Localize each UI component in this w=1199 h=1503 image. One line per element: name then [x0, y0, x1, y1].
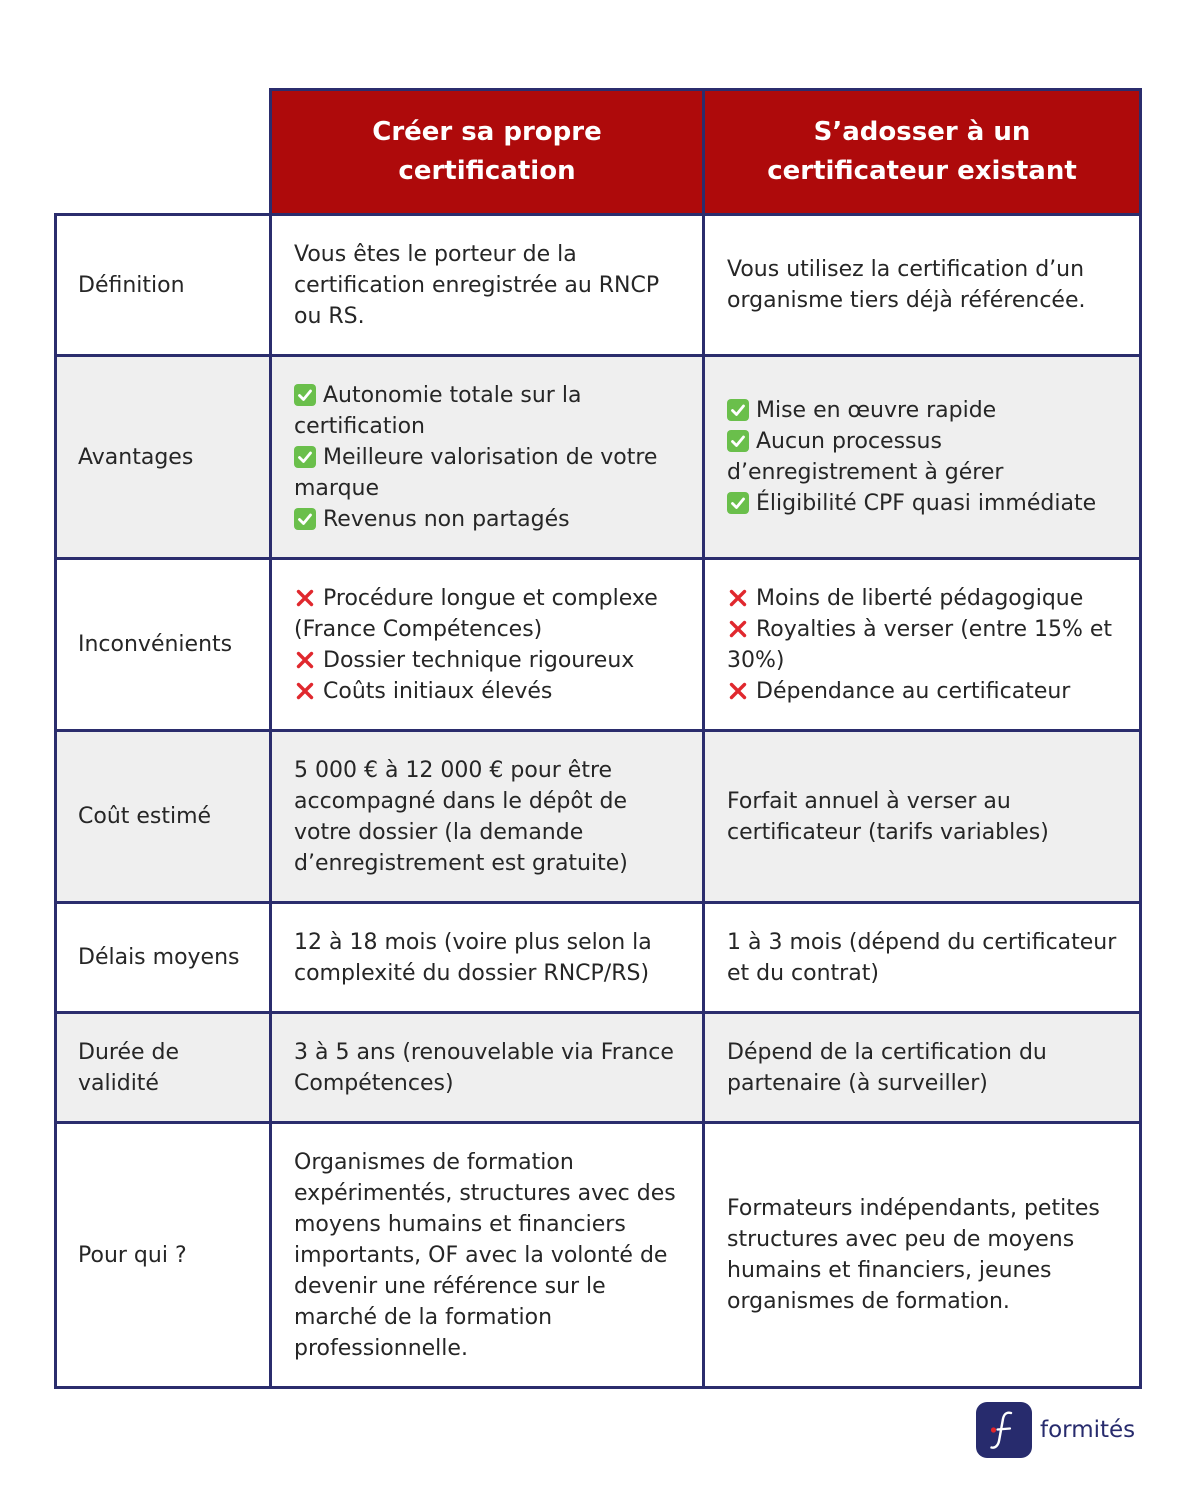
- row-label-for-whom: [54, 1124, 272, 1389]
- drawback-text: Coûts initiaux élevés: [323, 678, 553, 704]
- column-header-label: Créer sa propre certification: [372, 117, 602, 186]
- brand-name: formités: [1040, 1417, 1136, 1443]
- row-label-definition: [54, 216, 272, 357]
- advantage-text: Mise en œuvre rapide: [756, 398, 997, 423]
- advantage-text: Autonomie totale sur la certification: [294, 382, 582, 439]
- cross-icon: [294, 680, 316, 702]
- drawback-item: [294, 645, 698, 676]
- cell-advantages-existing: [705, 357, 1142, 560]
- check-mark-icon: [727, 399, 749, 421]
- comparison-table: [54, 88, 1142, 1389]
- cross-icon: [294, 587, 316, 609]
- row-label-text: Durée de validité: [78, 1039, 180, 1096]
- drawback-text: Dépendance au certificateur: [756, 678, 1071, 704]
- row-label-text: Définition: [78, 272, 185, 298]
- advantage-text: Aucun processus d’enregistrement à gérer: [727, 429, 1004, 485]
- drawback-text: Moins de liberté pédagogique: [756, 585, 1084, 611]
- column-header-own-certification: [272, 88, 705, 216]
- drawback-item: [294, 583, 698, 645]
- cross-icon: [727, 587, 749, 609]
- table-corner: [54, 88, 272, 216]
- advantage-text: Revenus non partagés: [323, 506, 570, 532]
- column-header-existing-certifier: [705, 88, 1142, 216]
- cross-icon: [294, 649, 316, 671]
- cell-for-whom-existing: [705, 1124, 1142, 1389]
- row-label-average-delays: [54, 904, 272, 1014]
- drawback-text: Royalties à verser (entre 15% et 30%): [727, 616, 1113, 673]
- check-mark-icon: [294, 384, 316, 406]
- drawback-text: Procédure longue et complexe (France Compétences): [294, 585, 658, 642]
- cell-delays-own: [272, 904, 705, 1014]
- advantage-text: Meilleure valorisation de votre marque: [294, 444, 658, 501]
- cell-for-whom-own: [272, 1124, 705, 1389]
- row-label-text: Délais moyens: [78, 945, 240, 970]
- cross-icon: [727, 618, 749, 640]
- drawback-text: Dossier technique rigoureux: [323, 647, 635, 673]
- cell-definition-own: [272, 216, 705, 357]
- drawback-item: [727, 676, 1135, 707]
- row-label-validity: [54, 1014, 272, 1124]
- cell-text: 3 à 5 ans (renouvelable via France Compétences): [294, 1039, 674, 1096]
- cell-text: Dépend de la certification du partenaire (à surveiller): [727, 1039, 1047, 1096]
- advantage-item: [294, 442, 698, 504]
- advantage-text: Éligibilité CPF quasi immédiate: [756, 491, 1097, 516]
- cell-text: Vous êtes le porteur de la certification enregistrée au RNCP ou RS.: [294, 241, 660, 329]
- cell-definition-existing: [705, 216, 1142, 357]
- row-label-text: Inconvénients: [78, 632, 233, 657]
- check-mark-icon: [294, 446, 316, 468]
- advantage-item: [294, 504, 698, 535]
- cross-icon: [727, 680, 749, 702]
- cell-advantages-own: [272, 357, 705, 560]
- cell-text: Formateurs indépendants, petites structures avec peu de moyens humains et financiers, jeunes organismes de formation.: [727, 1196, 1100, 1314]
- row-label-estimated-cost: [54, 732, 272, 904]
- cell-text: 5 000 € à 12 000 € pour être accompagné dans le dépôt de votre dossier (la demande d’enregistrement est gratuite): [294, 757, 628, 876]
- cell-cost-existing: [705, 732, 1142, 904]
- cell-delays-existing: [705, 904, 1142, 1014]
- row-label-text: Coût estimé: [78, 804, 212, 829]
- drawback-item: [727, 614, 1135, 676]
- advantage-item: [727, 488, 1135, 519]
- cell-text: Organismes de formation expérimentés, structures avec des moyens humains et financiers importants, OF avec la volonté de devenir une référence sur le marché de la formation professionnelle.: [294, 1149, 676, 1361]
- row-label-text: Pour qui ?: [78, 1242, 187, 1268]
- column-header-label: S’adosser à un certificateur existant: [767, 117, 1077, 186]
- cell-text: 1 à 3 mois (dépend du certificateur et du contrat): [727, 929, 1117, 986]
- check-mark-icon: [727, 430, 749, 452]
- advantage-item: [294, 380, 698, 442]
- cell-validity-existing: [705, 1014, 1142, 1124]
- cell-drawbacks-existing: [705, 560, 1142, 732]
- check-mark-icon: [294, 508, 316, 530]
- cell-drawbacks-own: [272, 560, 705, 732]
- advantage-item: [727, 395, 1135, 426]
- cell-validity-own: [272, 1014, 705, 1124]
- check-mark-icon: [727, 492, 749, 514]
- cell-text: 12 à 18 mois (voire plus selon la complexité du dossier RNCP/RS): [294, 929, 652, 986]
- formites-f-logo-icon: [976, 1402, 1032, 1458]
- cell-cost-own: [272, 732, 705, 904]
- row-label-advantages: [54, 357, 272, 560]
- drawback-item: [294, 676, 698, 707]
- drawback-item: [727, 583, 1135, 614]
- row-label-drawbacks: [54, 560, 272, 732]
- row-label-text: Avantages: [78, 444, 194, 470]
- cell-text: Vous utilisez la certification d’un organisme tiers déjà référencée.: [727, 257, 1086, 313]
- advantage-item: [727, 426, 1135, 488]
- cell-text: Forfait annuel à verser au certificateur (tarifs variables): [727, 788, 1049, 845]
